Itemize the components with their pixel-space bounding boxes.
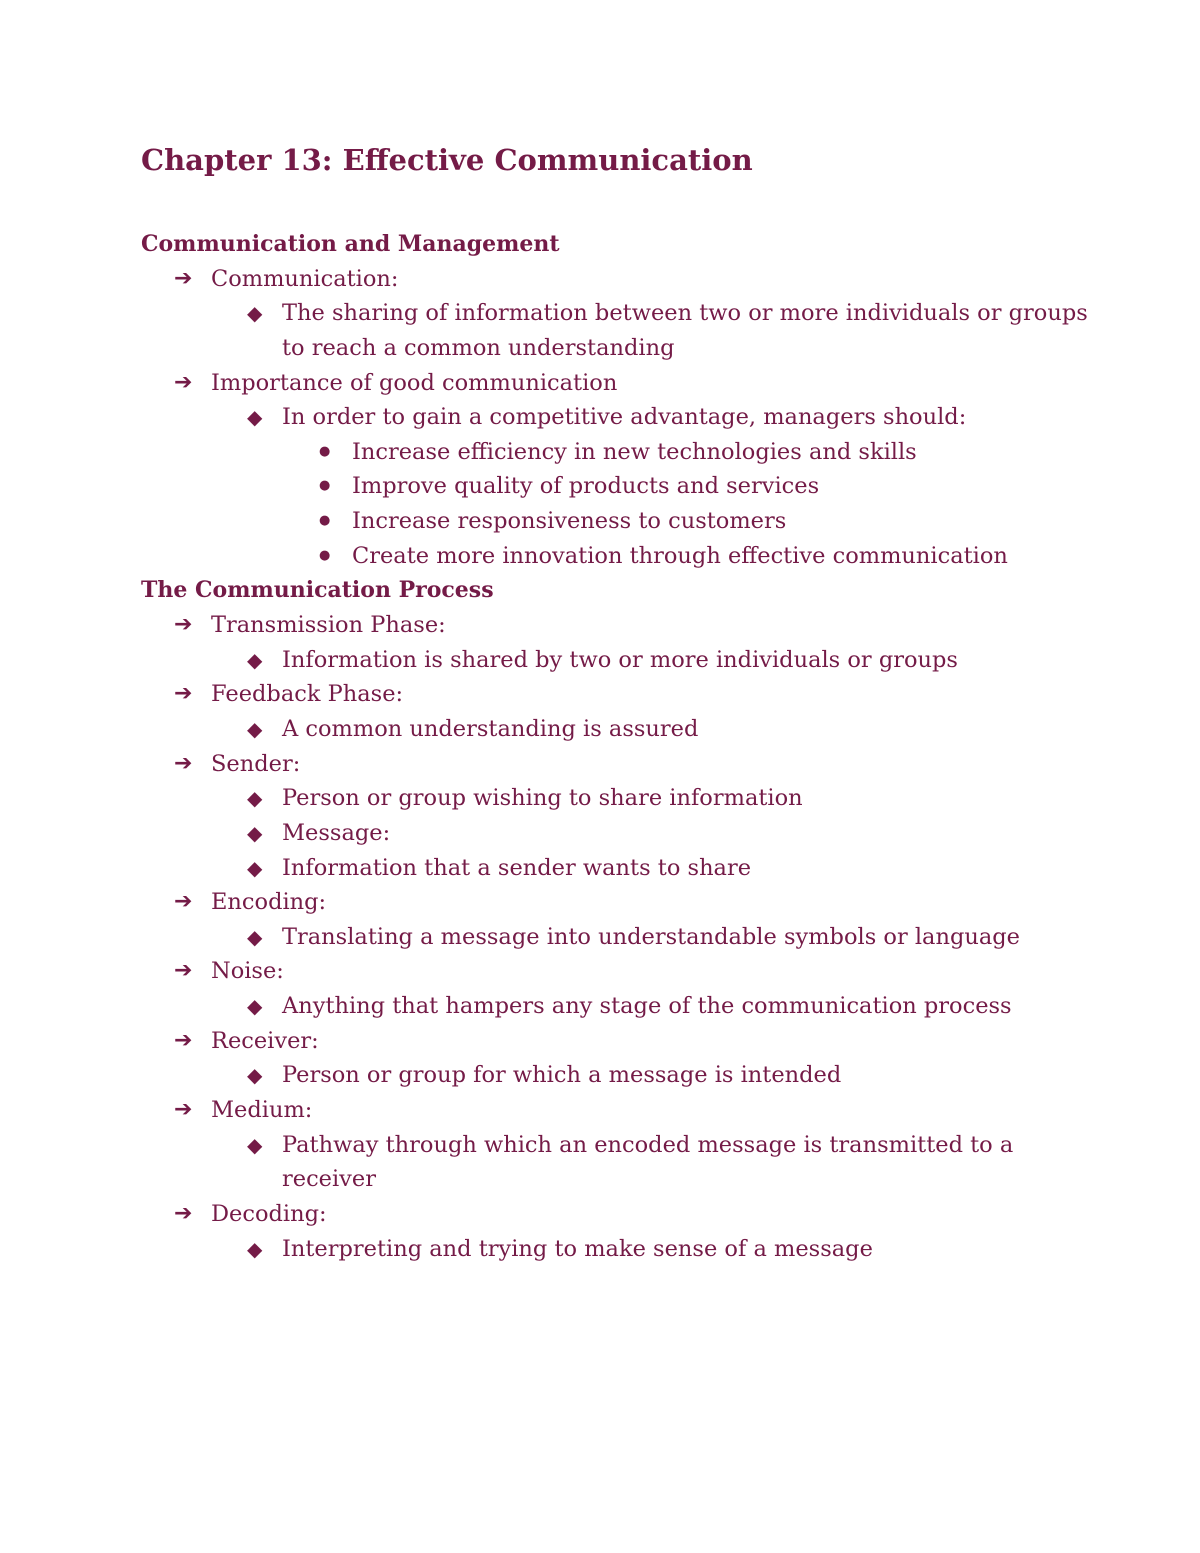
diamond-bullet-icon: ◆ xyxy=(247,994,263,1019)
diamond-bullet-icon: ◆ xyxy=(247,855,263,880)
list-item xyxy=(0,747,1200,782)
list-item xyxy=(0,1024,1200,1059)
diamond-bullet-icon: ◆ xyxy=(247,405,263,430)
list-item xyxy=(0,1197,1200,1232)
item-text: Translating a message into understandable symbols or language xyxy=(282,923,1020,950)
item-text: Increase efficiency in new technologies and skills xyxy=(352,438,917,465)
list-item xyxy=(0,1232,1200,1267)
arrow-bullet-icon: ➔ xyxy=(174,265,193,291)
list-item xyxy=(0,1058,1200,1093)
list-item-continuation xyxy=(0,1162,1200,1197)
list-item xyxy=(0,1093,1200,1128)
list-item xyxy=(0,920,1200,955)
list-item xyxy=(0,643,1200,678)
list-item xyxy=(0,400,1200,435)
arrow-bullet-icon: ➔ xyxy=(174,889,193,915)
list-item-continuation xyxy=(0,331,1200,366)
arrow-bullet-icon: ➔ xyxy=(174,1027,193,1053)
arrow-bullet-icon: ➔ xyxy=(174,612,193,638)
list-item xyxy=(0,712,1200,747)
diamond-bullet-icon: ◆ xyxy=(247,786,263,811)
diamond-bullet-icon: ◆ xyxy=(247,647,263,672)
item-label: Communication: xyxy=(211,265,399,292)
item-text: The sharing of information between two or more individuals or groups xyxy=(282,300,1088,327)
list-item xyxy=(0,816,1200,851)
arrow-bullet-icon: ➔ xyxy=(174,681,193,707)
list-item xyxy=(0,608,1200,643)
item-label: Decoding: xyxy=(211,1200,327,1227)
list-item xyxy=(0,435,1200,470)
item-text: A common understanding is assured xyxy=(282,715,699,742)
item-text: Increase responsiveness to customers xyxy=(352,508,787,535)
section-heading: The Communication Process xyxy=(141,577,494,604)
item-label: Medium: xyxy=(211,1097,313,1124)
item-text: to reach a common understanding xyxy=(282,334,675,361)
item-text: Create more innovation through effective communication xyxy=(352,542,1008,569)
item-text: Message: xyxy=(282,819,391,846)
list-item xyxy=(0,954,1200,989)
item-label: Sender: xyxy=(211,750,301,777)
list-item xyxy=(0,781,1200,816)
item-text: Person or group for which a message is intended xyxy=(282,1062,842,1089)
arrow-bullet-icon: ➔ xyxy=(174,958,193,984)
arrow-bullet-icon: ➔ xyxy=(174,1097,193,1123)
list-item xyxy=(0,885,1200,920)
item-text: Anything that hampers any stage of the communication process xyxy=(282,993,1012,1020)
item-text: Interpreting and trying to make sense of a message xyxy=(282,1235,873,1262)
list-item xyxy=(0,296,1200,331)
diamond-bullet-icon: ◆ xyxy=(247,1063,263,1088)
dot-bullet-icon: ● xyxy=(319,478,331,494)
list-item xyxy=(0,851,1200,886)
item-text: Improve quality of products and services xyxy=(352,473,820,500)
list-item xyxy=(0,539,1200,574)
item-label: Feedback Phase: xyxy=(211,681,404,708)
arrow-bullet-icon: ➔ xyxy=(174,369,193,395)
list-item xyxy=(0,1128,1200,1163)
diamond-bullet-icon: ◆ xyxy=(247,820,263,845)
list-item xyxy=(0,366,1200,401)
document-body xyxy=(0,227,1200,1266)
item-text: In order to gain a competitive advantage, managers should: xyxy=(282,404,967,431)
item-text: Information is shared by two or more individuals or groups xyxy=(282,646,958,673)
item-text: receiver xyxy=(282,1166,376,1193)
diamond-bullet-icon: ◆ xyxy=(247,1236,263,1261)
diamond-bullet-icon: ◆ xyxy=(247,924,263,949)
list-item xyxy=(0,989,1200,1024)
list-item xyxy=(0,262,1200,297)
list-item xyxy=(0,504,1200,539)
item-label: Importance of good communication xyxy=(211,369,618,396)
list-item xyxy=(0,677,1200,712)
arrow-bullet-icon: ➔ xyxy=(174,1200,193,1226)
item-label: Encoding: xyxy=(211,889,327,916)
dot-bullet-icon: ● xyxy=(319,547,331,563)
item-text: Information that a sender wants to share xyxy=(282,854,752,881)
item-label: Noise: xyxy=(211,958,284,985)
arrow-bullet-icon: ➔ xyxy=(174,750,193,776)
item-label: Transmission Phase: xyxy=(211,612,446,639)
page-title: Chapter 13: Effective Communication xyxy=(141,143,753,177)
item-text: Person or group wishing to share information xyxy=(282,785,803,812)
section-heading: Communication and Management xyxy=(141,231,560,257)
list-item xyxy=(0,469,1200,504)
diamond-bullet-icon: ◆ xyxy=(247,301,263,326)
item-text: Pathway through which an encoded message is transmitted to a xyxy=(282,1131,1014,1158)
dot-bullet-icon: ● xyxy=(319,443,331,459)
dot-bullet-icon: ● xyxy=(319,513,331,529)
diamond-bullet-icon: ◆ xyxy=(247,1132,263,1157)
item-label: Receiver: xyxy=(211,1027,319,1054)
diamond-bullet-icon: ◆ xyxy=(247,716,263,741)
